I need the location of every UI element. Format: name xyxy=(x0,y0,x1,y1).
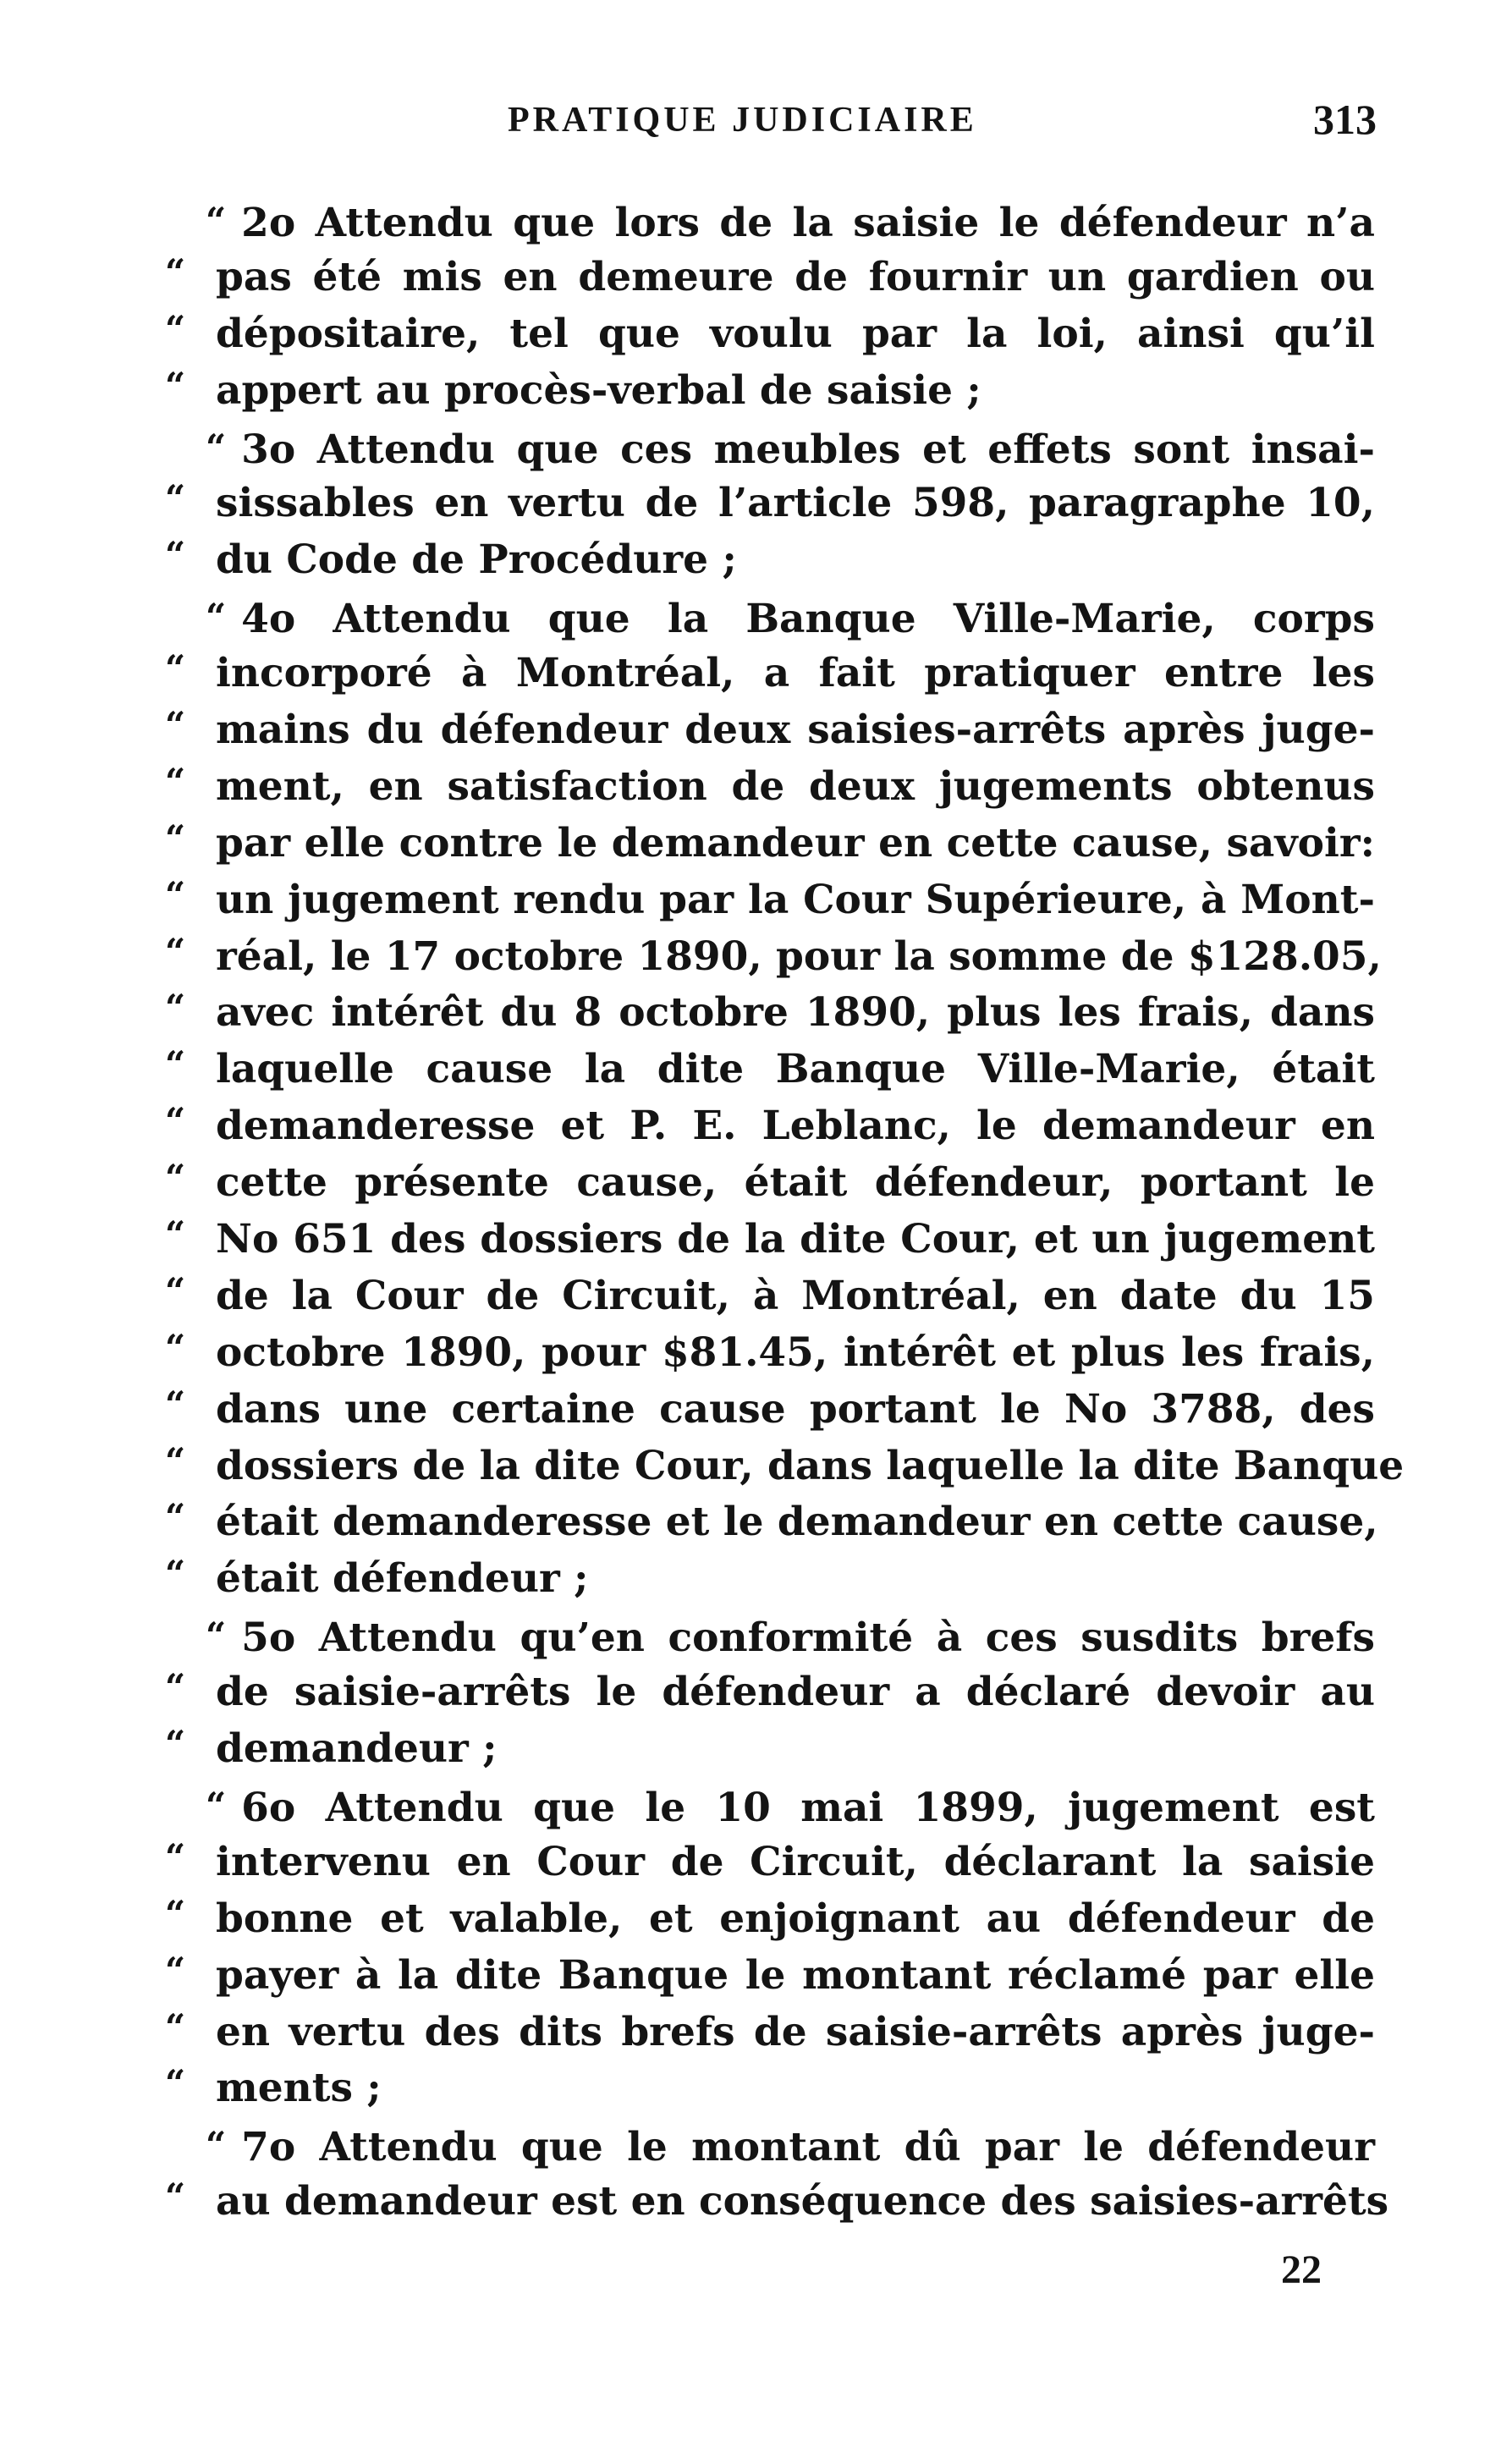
quote-mark: “ xyxy=(165,1949,186,1991)
text-line xyxy=(165,476,1375,532)
quote-mark: “ xyxy=(165,817,186,859)
text-line xyxy=(165,193,1375,250)
text-line xyxy=(165,2060,1375,2117)
text-line xyxy=(165,306,1375,363)
quote-mark: “ xyxy=(165,1157,186,1199)
text-line xyxy=(165,985,1375,1042)
line-text: en vertu des dits brefs de saisie-arrêts après juge- xyxy=(216,2008,1375,2055)
body-text xyxy=(165,193,1405,2231)
text-line xyxy=(165,1325,1375,1382)
line-text: 7o Attendu que le montant dû par le défendeur xyxy=(241,2124,1375,2171)
line-text: demanderesse et P. E. Leblanc, le demandeur en xyxy=(216,1103,1375,1150)
quote-mark: “ xyxy=(165,1723,186,1765)
text-line xyxy=(165,250,1375,306)
quote-mark: “ xyxy=(165,2062,186,2104)
text-line xyxy=(165,1212,1375,1268)
quote-mark: “ xyxy=(165,534,186,576)
quote-mark: “ xyxy=(165,987,186,1029)
quote-mark: “ xyxy=(206,200,227,241)
line-text: mains du défendeur deux saisies-arrêts après juge- xyxy=(216,707,1375,754)
quote-mark: “ xyxy=(206,1784,227,1826)
text-line xyxy=(165,2005,1375,2061)
line-text: dépositaire, tel que voulu par la loi, ainsi qu’il xyxy=(216,310,1375,357)
line-text: un jugement rendu par la Cour Supérieure, à Mont- xyxy=(216,876,1375,923)
text-line xyxy=(165,1608,1375,1664)
line-text: bonne et valable, et enjoignant au défendeur de xyxy=(216,1895,1375,1942)
quote-mark: “ xyxy=(165,1892,186,1934)
quote-mark: “ xyxy=(165,1496,186,1538)
text-line xyxy=(165,1948,1375,2005)
line-text: de la Cour de Circuit, à Montréal, en date du 15 xyxy=(216,1272,1375,1319)
text-line xyxy=(165,1721,1375,1778)
text-line xyxy=(165,759,1375,816)
quote-mark: “ xyxy=(165,1043,186,1086)
quote-mark: “ xyxy=(165,477,186,520)
quote-mark: “ xyxy=(165,704,186,746)
text-line xyxy=(165,1268,1375,1325)
quote-mark: “ xyxy=(165,873,186,916)
line-text: ments ; xyxy=(216,2065,382,2112)
text-line xyxy=(165,1891,1375,1948)
quote-mark: “ xyxy=(165,2176,186,2218)
line-text: 5o Attendu qu’en conformité à ces susdits brefs xyxy=(241,1615,1375,1662)
text-line xyxy=(165,1835,1375,1891)
line-text: dossiers de la dite Cour, dans laquelle la dite Banque xyxy=(216,1442,1405,1489)
page-number: 313 xyxy=(1313,96,1377,143)
line-text: 6o Attendu que le 10 mai 1899, jugement est xyxy=(241,1784,1375,1831)
quote-mark: “ xyxy=(206,426,227,468)
text-line xyxy=(165,1042,1375,1098)
line-text: 4o Attendu que la Banque Ville-Marie, corps xyxy=(241,596,1375,643)
text-line xyxy=(165,1664,1375,1721)
text-line xyxy=(165,1098,1375,1155)
line-text: pas été mis en demeure de fournir un gardien ou xyxy=(216,253,1375,300)
quote-mark: “ xyxy=(165,1326,186,1368)
line-text: 2o Attendu que lors de la saisie le défendeur n’a xyxy=(241,200,1375,246)
text-line xyxy=(165,929,1382,986)
line-text: de saisie-arrêts le défendeur a déclaré devoir au xyxy=(216,1669,1375,1716)
line-text: avec intérêt du 8 octobre 1890, plus les frais, dans xyxy=(216,989,1375,1037)
text-line xyxy=(165,702,1375,759)
text-line xyxy=(165,532,1375,589)
quote-mark: “ xyxy=(165,1100,186,1142)
text-line xyxy=(165,872,1375,929)
text-line xyxy=(165,2117,1375,2174)
running-title: PRATIQUE JUDICIAIRE xyxy=(508,101,977,140)
line-text: appert au procès-verbal de saisie ; xyxy=(216,366,981,414)
line-text: par elle contre le demandeur en cette cause, savoir: xyxy=(216,819,1375,866)
text-line xyxy=(165,1494,1378,1551)
text-line xyxy=(165,2174,1389,2231)
line-text: au demandeur est en conséquence des saisies-arrêts xyxy=(216,2178,1389,2225)
quote-mark: “ xyxy=(165,1213,186,1256)
line-text: ment, en satisfaction de deux jugements obtenus xyxy=(216,762,1375,810)
quote-mark: “ xyxy=(165,1835,186,1878)
quote-mark: “ xyxy=(165,930,186,972)
quote-mark: “ xyxy=(206,596,227,638)
line-text: du Code de Procédure ; xyxy=(216,536,737,584)
quote-mark: “ xyxy=(165,1269,186,1312)
quote-mark: “ xyxy=(165,250,186,293)
quote-mark: “ xyxy=(165,647,186,690)
line-text: 3o Attendu que ces meubles et effets sont insai- xyxy=(241,426,1375,473)
text-line xyxy=(165,1778,1375,1835)
line-text: octobre 1890, pour $81.45, intérêt et plus les frais, xyxy=(216,1329,1375,1376)
line-text: était défendeur ; xyxy=(216,1555,589,1603)
text-line xyxy=(165,589,1375,646)
signature-mark: 22 xyxy=(1281,2247,1322,2292)
line-text: payer à la dite Banque le montant réclamé par elle xyxy=(216,1951,1375,1999)
quote-mark: “ xyxy=(206,2124,227,2166)
text-line xyxy=(165,420,1375,476)
quote-mark: “ xyxy=(206,1615,227,1657)
text-line xyxy=(165,1382,1375,1439)
quote-mark: “ xyxy=(165,2005,186,2048)
line-text: intervenu en Cour de Circuit, déclarant la saisie xyxy=(216,1838,1375,1885)
quote-mark: “ xyxy=(165,760,186,802)
line-text: cette présente cause, était défendeur, portant le xyxy=(216,1159,1375,1207)
line-text: réal, le 17 octobre 1890, pour la somme de $128.05, xyxy=(216,932,1382,980)
line-text: demandeur ; xyxy=(216,1725,498,1773)
line-text: No 651 des dossiers de la dite Cour, et un jugement xyxy=(216,1216,1375,1263)
quote-mark: “ xyxy=(165,1383,186,1425)
quote-mark: “ xyxy=(165,1553,186,1595)
quote-mark: “ xyxy=(165,1439,186,1482)
text-line xyxy=(165,1551,1375,1608)
text-line xyxy=(165,363,1375,420)
line-text: incorporé à Montréal, a fait pratiquer entre les xyxy=(216,650,1375,697)
line-text: laquelle cause la dite Banque Ville-Marie, était xyxy=(216,1046,1375,1093)
text-line xyxy=(165,1439,1405,1495)
text-line xyxy=(165,646,1375,702)
quote-mark: “ xyxy=(165,307,186,349)
line-text: était demanderesse et le demandeur en cette cause, xyxy=(216,1499,1378,1546)
quote-mark: “ xyxy=(165,1666,186,1708)
line-text: dans une certaine cause portant le No 3788, des xyxy=(216,1385,1375,1433)
line-text: sissables en vertu de l’article 598, paragraphe 10, xyxy=(216,480,1375,527)
quote-mark: “ xyxy=(165,364,186,406)
text-line xyxy=(165,816,1375,872)
text-line xyxy=(165,1155,1375,1212)
